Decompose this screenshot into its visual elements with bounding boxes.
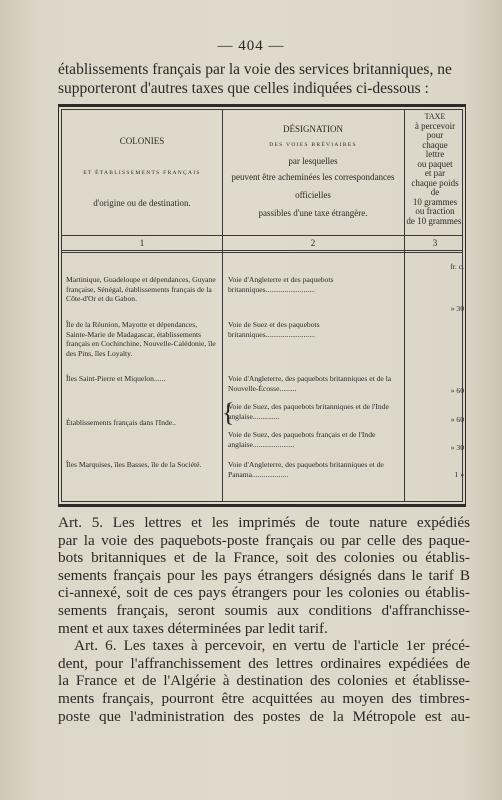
text-line: sements français, seront soumis aux conditions d'affranchisse- — [58, 601, 470, 619]
intro-line: supporteront d'autres taxes que celles indiquées ci-dessous : — [58, 80, 429, 97]
row-tax: » 30 — [450, 304, 464, 313]
text-line: la France et de l'Algérie à destination des colonies et établisse- — [58, 672, 470, 690]
header-line: chaque poids — [411, 177, 459, 188]
text-line: Art. 6. Les taxes à percevoir, en vertu de l'article 1er précé- — [74, 637, 470, 655]
text-line: poste que l'administration des postes de la Métropole est au- — [58, 707, 470, 725]
row-tax: » 60 — [450, 415, 464, 424]
intro-paragraph — [58, 60, 468, 98]
row-route: Voie d'Angleterre, des paquebots britanniques et de la Nouvelle-Écosse......... — [228, 374, 392, 393]
row-colonies: Îles Marquises, îles Basses, île de la Société. — [66, 460, 202, 469]
header-line: ou paquet — [417, 158, 453, 169]
text-line: ci-annexé, soit de ces pays étrangers pour les colonies ou établis- — [58, 584, 470, 602]
article-text — [58, 514, 470, 725]
header-line: de 10 grammes. — [406, 215, 464, 226]
row-colonies: Île de la Réunion, Mayotte et dépendances, Sainte-Marie de Madagascar, établissements français en Cochinchine, Nouvelle-Calédonie, île des Pins, îles Loyalty. — [66, 320, 216, 358]
col-number: 2 — [310, 238, 316, 248]
text-line: Art. 5. Les lettres et les imprimés de toute nature expédiés — [58, 514, 470, 531]
header-line: 10 grammes — [412, 196, 458, 207]
text-line: ments français, pourront être acquittées au moyen des timbres- — [58, 689, 470, 707]
tariff-table — [58, 104, 466, 507]
header-designation — [222, 124, 404, 218]
text-line: par la voie des paquebots-poste français ou par celle des paque- — [58, 531, 470, 549]
row-route: Voie d'Angleterre, des paquebots britanniques et de Panama................... — [228, 460, 384, 479]
header-line: et par — [424, 168, 446, 178]
table-inner — [61, 109, 463, 502]
header-line: d'origine ou de destination. — [93, 198, 191, 208]
unit-label: fr. c. — [450, 262, 464, 271]
row-tax: » 60 — [450, 386, 464, 395]
header-line: TAXE — [424, 112, 446, 121]
header-line: ou fraction — [415, 206, 455, 216]
header-line: ET ÉTABLISSEMENTS FRANÇAIS — [83, 170, 201, 176]
header-line: DÉSIGNATION — [283, 124, 343, 134]
header-line: passibles d'une taxe étrangère. — [258, 208, 368, 218]
header-line: officielles — [295, 190, 331, 200]
text-line: sements français pour les pays étrangers désignés dans le tarif B — [58, 566, 470, 584]
header-line: COLONIES — [119, 136, 165, 146]
header-taxe — [404, 112, 466, 226]
col-number: 3 — [432, 238, 438, 248]
row-colonies: Îles Saint-Pierre et Miquelon...... — [66, 374, 166, 383]
header-line: peuvent être acheminées les correspondances — [231, 172, 395, 182]
row-colonies: Établissements français dans l'Inde.. — [66, 418, 176, 427]
header-line: chaque — [422, 139, 448, 150]
brace: { — [222, 398, 235, 427]
header-line: DES VOIES BRÉVIAIRES — [269, 142, 357, 148]
header-colonies — [62, 136, 222, 208]
header-line: de — [430, 187, 440, 197]
row-route: Voie de Suez et des paquebots britanniques.......................... — [228, 320, 320, 339]
header-line: lettre — [425, 149, 445, 159]
row-route: Voie de Suez, des paquebots français et de l'Inde anglaise...................... — [228, 430, 376, 449]
text-line: ment et aux taxes déterminées par ledit tarif. — [58, 619, 328, 637]
row-colonies: Martinique, Guadeloupe et dépendances, Guyane française, Sénégal, établissements français de la Côte-d'Or et du Gabon. — [66, 275, 216, 304]
row-route: Voie de Suez, des paquebots britanniques et de l'Inde anglaise.............. — [228, 402, 389, 421]
intro-line: établissements français par la voie des services britanniques, ne — [58, 61, 452, 78]
row-route: Voie d'Angleterre et des paquebots britanniques.......................... — [228, 275, 334, 294]
text-line: dent, pour l'affranchissement des lettres ordinaires expédiées de — [58, 654, 470, 672]
text-line: bots britanniques et de la France, soit des colonies ou établis- — [58, 549, 470, 567]
page-number: — 404 — — [217, 38, 285, 54]
header-line: à percevoir — [414, 120, 456, 131]
header-line: pour — [426, 130, 444, 140]
row-tax: 1 » — [454, 470, 464, 479]
header-line: par lesquelles — [288, 156, 338, 166]
header-number-divider — [62, 250, 462, 253]
col-number: 1 — [139, 238, 145, 248]
header-divider — [62, 235, 462, 236]
row-tax: » 30 — [450, 443, 464, 452]
